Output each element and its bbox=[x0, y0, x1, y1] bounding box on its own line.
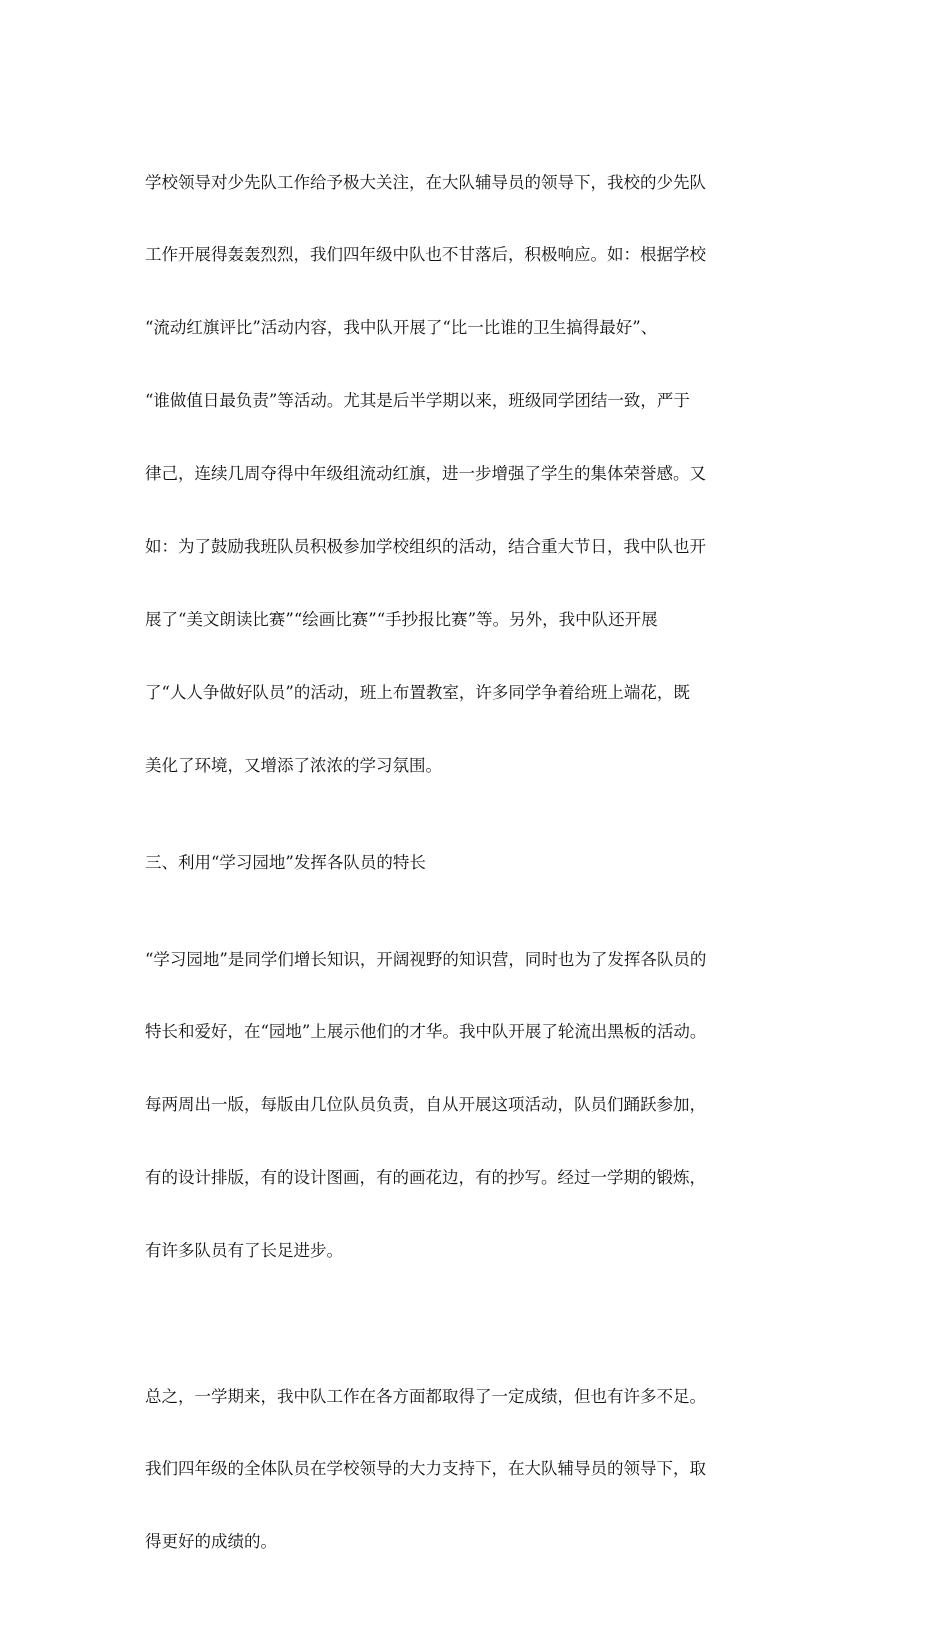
text-line: 有的设计排版，有的设计图画，有的画花边，有的抄写。经过一学期的锻炼， bbox=[145, 1168, 706, 1188]
text-line: 如：为了鼓励我班队员积极参加学校组织的活动，结合重大节日，我中队也开 bbox=[145, 537, 706, 557]
text-line: 律己，连续几周夺得中年级组流动红旗，进一步增强了学生的集体荣誉感。又 bbox=[145, 464, 706, 484]
document-body bbox=[145, 122, 825, 1627]
text-line: 特长和爱好，在“园地”上展示他们的才华。我中队开展了轮流出黑板的活动。 bbox=[145, 1022, 707, 1042]
text-line: 展了“美文朗读比赛”“绘画比赛”“手抄报比赛”等。另外，我中队还开展 bbox=[145, 609, 658, 629]
text-line: 我们四年级的全体队员在学校领导的大力支持下，在大队辅导员的领导下，取 bbox=[145, 1459, 706, 1479]
paragraph-study-garden bbox=[145, 899, 825, 1312]
text-line: 有许多队员有了长足进步。 bbox=[145, 1241, 343, 1261]
text-line: “学习园地”是同学们增长知识，开阔视野的知识营，同时也为了发挥各队员的 bbox=[145, 949, 707, 969]
text-line: “谁做值日最负责”等活动。尤其是后半学期以来，班级同学团结一致，严于 bbox=[145, 391, 690, 411]
text-line: 每两周出一版，每版由几位队员负责，自从开展这项活动，队员们踊跃参加， bbox=[145, 1095, 706, 1115]
text-line: “流动红旗评比”活动内容，我中队开展了“比一比谁的卫生搞得最好”、 bbox=[145, 318, 658, 338]
text-line: 学校领导对少先队工作给予极大关注，在大队辅导员的领导下，我校的少先队 bbox=[145, 172, 706, 192]
text-line: 美化了环境，又增添了浓浓的学习氛围。 bbox=[145, 755, 442, 775]
text-line: 总之，一学期来，我中队工作在各方面都取得了一定成绩，但也有许多不足。 bbox=[145, 1386, 706, 1406]
paragraph-conclusion bbox=[145, 1336, 825, 1603]
text-line: 得更好的成绩的。 bbox=[145, 1532, 277, 1552]
text-line: 了“人人争做好队员”的活动，班上布置教室，许多同学争着给班上端花，既 bbox=[145, 682, 690, 702]
paragraph-activities bbox=[145, 122, 825, 827]
text-line: 工作开展得轰轰烈烈，我们四年级中队也不甘落后，积极响应。如：根据学校 bbox=[145, 245, 706, 265]
section-heading: 三、利用“学习园地”发挥各队员的特长 bbox=[145, 852, 426, 872]
